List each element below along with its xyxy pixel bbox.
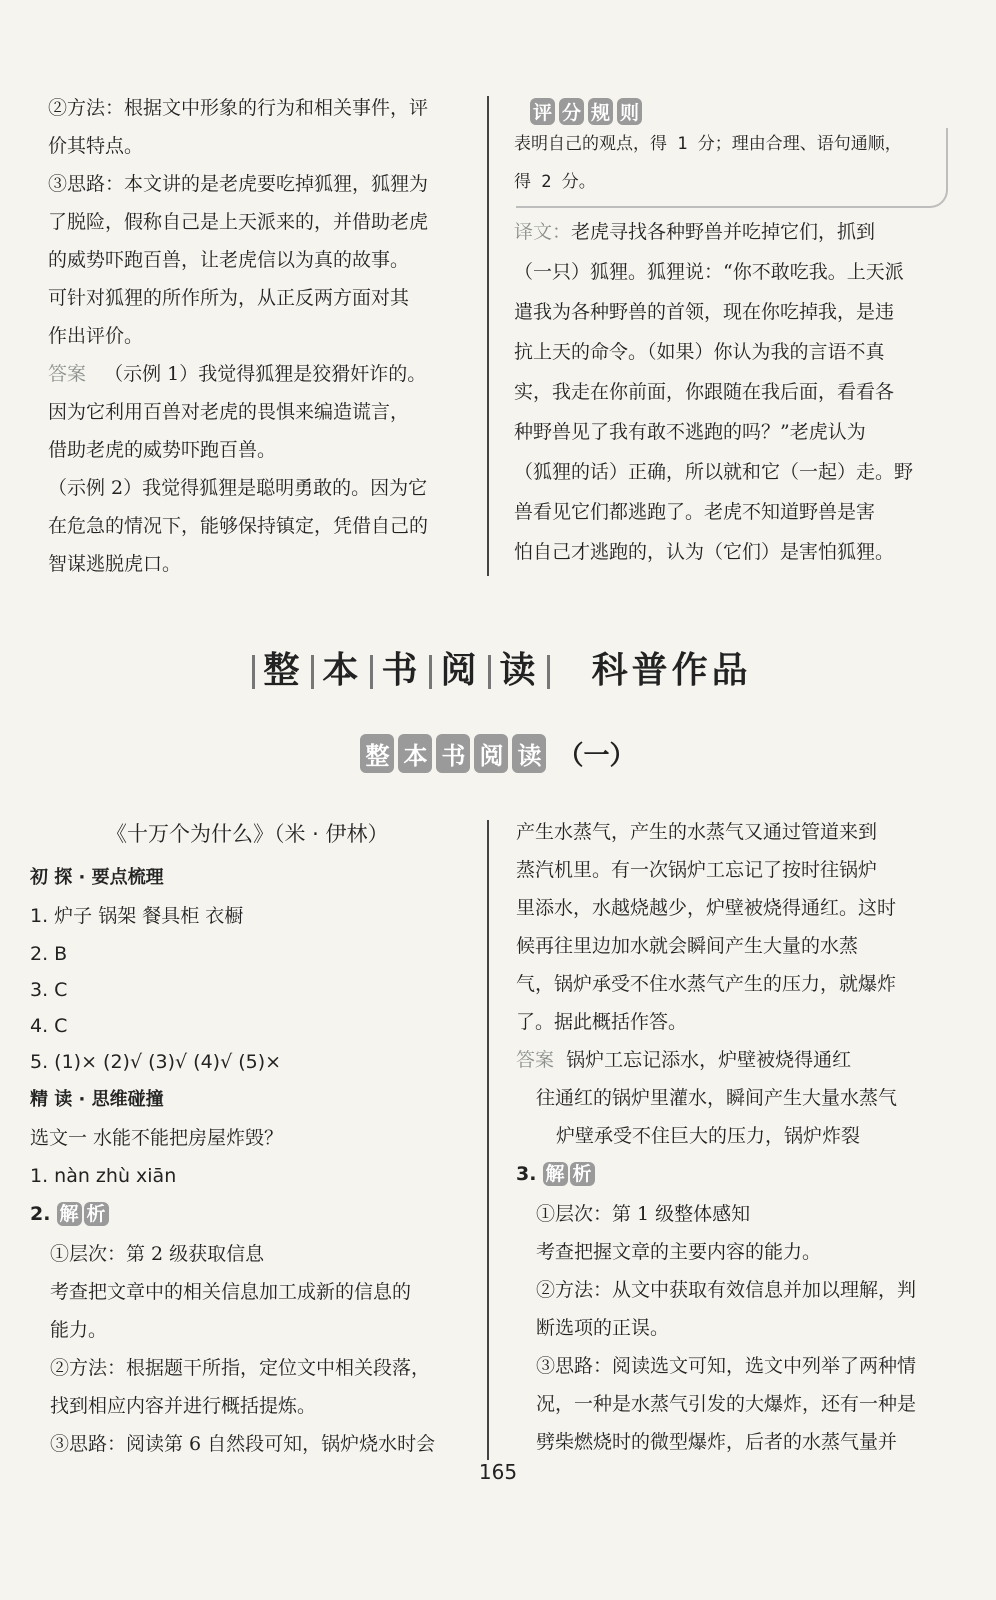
rules-title-char: 规 [588,98,613,125]
section-heading: 精 读 · 思维碰撞 [30,1089,164,1110]
text-line: 作出评价。 [48,325,144,347]
title-char: 阅 [440,650,481,691]
analysis-heading [516,1162,597,1186]
answer-label: 答案 [48,363,87,385]
text-line: （一只）狐狸。狐狸说：“你不敢吃我。上天派 [514,261,904,283]
title-char: 整 [263,650,304,691]
text-line: 兽看见它们都逃跑了。老虎不知道野兽是害 [514,501,876,523]
text-line: 产生水蒸气，产生的水蒸气又通过管道来到 [516,821,878,843]
answer-line [516,1048,851,1072]
text-line: 价其特点。 [48,135,144,157]
text-line: 考查把文章中的相关信息加工成新的信息的 [50,1281,412,1303]
title-char: 本 [322,650,363,691]
subtitle-char: 读 [512,734,546,773]
subtitle-char: 阅 [474,734,508,773]
text-line: ③思路：阅读第 6 自然段可知，锅炉烧水时会 [50,1433,436,1455]
section-subtitle [0,734,996,773]
text-line: 考查把握文章的主要内容的能力。 [536,1241,822,1263]
text-line: 里添水，水越烧越少，炉壁被烧得通红。这时 [516,897,897,919]
answer-line: 3. C [30,979,68,1001]
text-span: 老虎寻找各种野兽并吃掉它们，抓到 [571,221,876,243]
title-char: 读 [499,650,540,691]
text-line: ②方法：从文中获取有效信息并加以理解，判 [536,1279,917,1301]
text-line: 能力。 [50,1319,108,1341]
text-line: 抗上天的命令。（如果）你认为我的言语不真 [514,341,885,363]
text-line: 断选项的正误。 [536,1317,670,1339]
answer-line: 5. (1)× (2)√ (3)√ (4)√ (5)× [30,1051,282,1073]
subtitle-char: 本 [398,734,432,773]
text-line: 智谋逃脱虎口。 [48,553,182,575]
title-bar [311,655,314,689]
title-bar [488,655,491,689]
text-line: 候再往里边加水就会瞬间产生大量的水蒸 [516,935,859,957]
text-line: 因为它利用百兽对老虎的畏惧来编造谎言， [48,401,410,423]
analysis-char: 析 [84,1202,109,1226]
analysis-char: 解 [57,1202,82,1226]
text-line: 况，一种是水蒸气引发的大爆炸，还有一种是 [536,1393,917,1415]
text-line: 遣我为各种野兽的首领，现在你吃掉我，是违 [514,301,895,323]
text-line: ①层次：第 1 级整体感知 [536,1203,751,1225]
text-line: 蒸汽机里。有一次锅炉工忘记了按时往锅炉 [516,859,878,881]
text-line: 气，锅炉承受不住水蒸气产生的压力，就爆炸 [516,973,897,995]
subtitle-suffix: （一） [557,741,636,771]
text-line: 借助老虎的威势吓跑百兽。 [48,439,277,461]
text-line: 可针对狐狸的所作所为，从正反两方面对其 [48,287,410,309]
rules-line: 表明自己的观点，得 1 分；理由合理、语句通顺， [514,134,902,154]
text-line: 怕自己才逃跑的，认为（它们）是害怕狐狸。 [514,541,895,563]
answer-line: 1. 炉子 锅架 餐具柜 衣橱 [30,905,244,927]
title-suffix: 科普作品 [591,650,752,691]
title-bar [547,655,550,689]
text-line: 实，我走在你前面，你跟随在我后面，看看各 [514,381,895,403]
title-bar [370,655,373,689]
text-span: （示例 1）我觉得狐狸是狡猾奸诈的。 [104,363,427,385]
title-char: 书 [381,650,422,691]
translation-label: 译文： [514,221,572,243]
text-line: 劈柴燃烧时的微型爆炸，后者的水蒸气量并 [536,1431,898,1453]
text-line: 炉壁承受不住巨大的压力，锅炉炸裂 [556,1125,861,1147]
answer-line [48,362,426,386]
pinyin-answer: 1. nàn zhù xiān [30,1165,177,1187]
text-line: 种野兽见了我有敢不逃跑的吗？”老虎认为 [514,421,866,443]
text-line: 了。据此概括作答。 [516,1011,688,1033]
text-line: 了脱险，假称自己是上天派来的，并借助老虎 [48,211,429,233]
analysis-heading [30,1202,111,1226]
text-line: 在危急的情况下，能够保持镇定，凭借自己的 [48,515,429,537]
subtitle-char: 书 [436,734,470,773]
text-span: 锅炉工忘记添水，炉壁被烧得通红 [566,1049,852,1071]
scoring-rules-title [530,98,644,125]
column-divider-top [487,96,489,576]
analysis-char: 析 [570,1162,595,1186]
rules-title-char: 则 [617,98,642,125]
rules-line: 得 2 分。 [514,172,596,192]
text-line: 的威势吓跑百兽，让老虎信以为真的故事。 [48,249,410,271]
text-line: ③思路：本文讲的是老虎要吃掉狐狸，狐狸为 [48,173,429,195]
rules-title-char: 分 [559,98,584,125]
text-line: ②方法：根据文中形象的行为和相关事件，评 [48,97,429,119]
selection-title: 选文一 水能不能把房屋炸毁？ [30,1127,284,1149]
text-line: ③思路：阅读选文可知，选文中列举了两种情 [536,1355,917,1377]
rules-title-char: 评 [530,98,555,125]
text-line: （狐狸的话）正确，所以就和它（一起）走。野 [514,461,914,483]
answer-line: 2. B [30,943,68,965]
question-number: 3. [516,1163,537,1185]
page-number: 165 [478,1460,518,1484]
translation-line [514,220,875,244]
section-heading: 初 探 · 要点梳理 [30,867,164,888]
column-divider-bottom [487,820,489,1460]
answer-line: 4. C [30,1015,68,1037]
section-title [0,642,996,693]
subtitle-char: 整 [360,734,394,773]
question-number: 2. [30,1203,51,1225]
text-line: （示例 2）我觉得狐狸是聪明勇敢的。因为它 [48,477,428,499]
answer-label: 答案 [516,1049,555,1071]
title-bar [252,655,255,689]
text-line: 找到相应内容并进行概括提炼。 [50,1395,317,1417]
text-line: ①层次：第 2 级获取信息 [50,1243,265,1265]
text-line: 往通红的锅炉里灌水，瞬间产生大量水蒸气 [536,1087,898,1109]
text-line: ②方法：根据题干所指，定位文中相关段落， [50,1357,431,1379]
analysis-char: 解 [543,1162,568,1186]
title-bar [429,655,432,689]
book-title: 《十万个为什么》（米 · 伊林） [106,822,389,846]
